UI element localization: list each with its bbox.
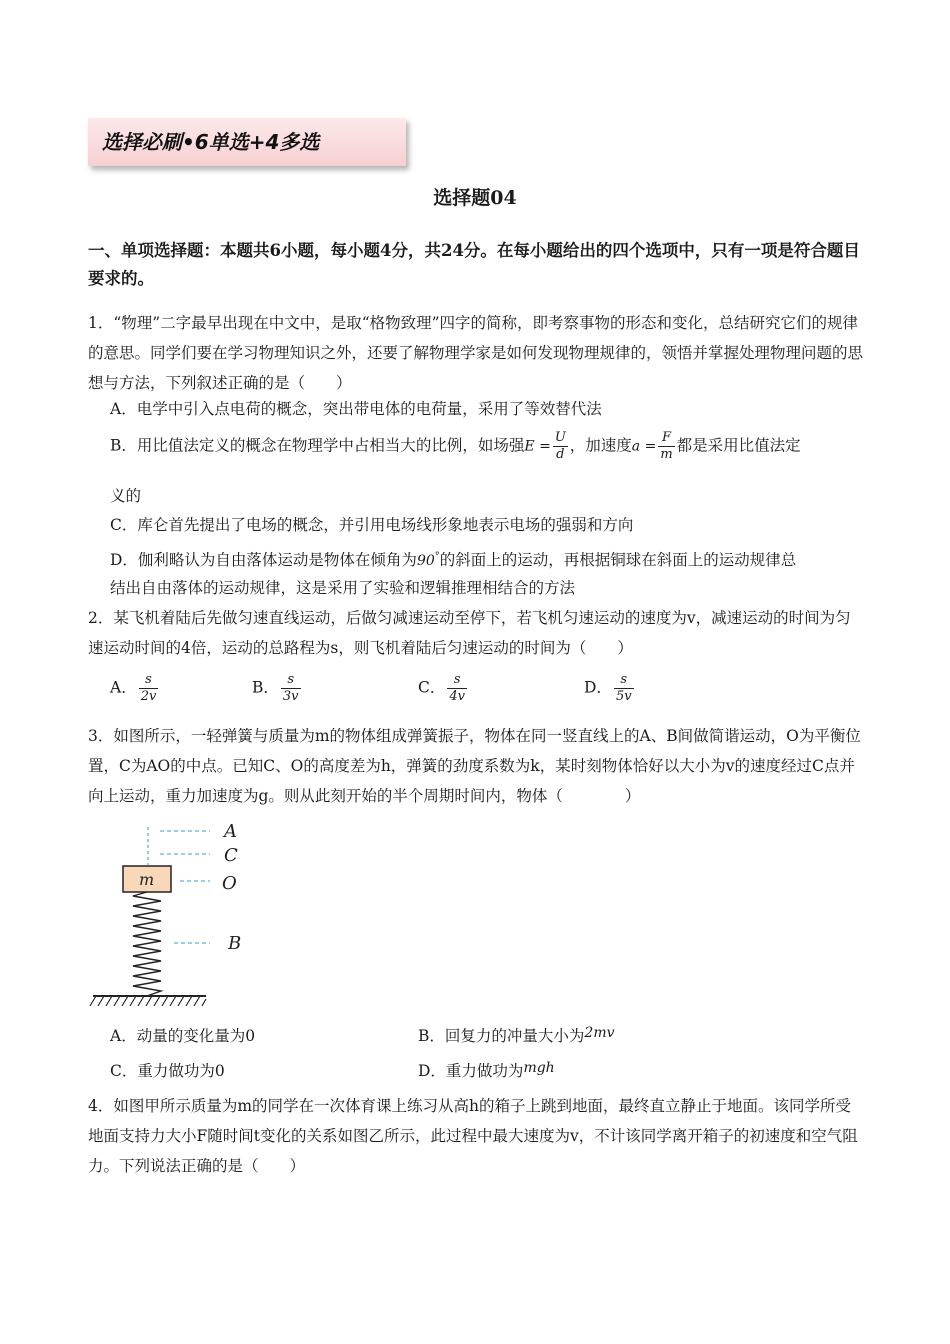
q2-option-a-den: 2v bbox=[140, 689, 157, 704]
q3-option-d-text: D．重力做功为 bbox=[418, 1062, 524, 1080]
section-heading: 一、单项选择题：本题共6小题，每小题4分，共24分。在每小题给出的四个选项中，只有一项是符合题目要求的。 bbox=[88, 241, 860, 288]
q1-e-den: d bbox=[553, 446, 568, 463]
q2-option-c-fraction bbox=[447, 672, 467, 705]
label-c: C bbox=[224, 845, 238, 866]
q1-e-fraction bbox=[553, 430, 568, 463]
banner-text: 选择必刷•6单选+4多选 bbox=[102, 130, 320, 154]
q2-option-c-num: s bbox=[453, 672, 461, 687]
q1-option-d bbox=[110, 543, 796, 575]
label-b: B bbox=[228, 933, 242, 954]
q1-option-b-post: 都是采用比值法定 bbox=[676, 436, 801, 455]
q2-option-d-label: D． bbox=[584, 678, 612, 697]
q2-option-d-den: 5v bbox=[615, 689, 632, 704]
question-2-stem: 2．某飞机着陆后先做匀速直线运动，后做匀减速运动至停下，若飞机匀速运动的速度为v，减速运动的时间为匀速运动时间的4倍，运动的总路程为s，则飞机着陆后匀速运动的时间为（ ） bbox=[88, 609, 851, 657]
q1-a-fraction bbox=[658, 430, 674, 463]
mass-label: m bbox=[139, 870, 155, 889]
question-4-stem: 4．如图甲所示质量为m的同学在一次体育课上练习从高h的箱子上跳到地面，最终直立静止于地面。该同学所受地面支持力大小F随时间t变化的关系如图乙所示，此过程中最大速度为v，不计该同学离开箱子的初速度和空气阻力。下列说法正确的是（ ） bbox=[88, 1097, 858, 1175]
q3-option-d bbox=[418, 1057, 555, 1086]
q1-option-a: A．电学中引入点电荷的概念，突出带电体的电荷量，采用了等效替代法 bbox=[110, 400, 602, 418]
q1-degree: ° bbox=[434, 551, 440, 562]
spring bbox=[133, 892, 161, 996]
page-title: 选择题04 bbox=[433, 187, 517, 209]
q1-option-d-post: 的斜面上的运动，再根据铜球在斜面上的运动规律总 bbox=[439, 551, 797, 570]
section-banner bbox=[88, 118, 406, 166]
q2-option-a bbox=[110, 672, 160, 705]
q2-option-a-num: s bbox=[145, 672, 152, 687]
q3-option-b-text: B．回复力的冲量大小为 bbox=[418, 1027, 585, 1045]
q1-a-symbol: a = bbox=[631, 438, 657, 455]
q1-option-c: C．库仑首先提出了电场的概念，并引用电场线形象地表示电场的强弱和方向 bbox=[110, 516, 634, 534]
q2-option-a-label: A． bbox=[110, 678, 137, 697]
q2-option-b-den: 3v bbox=[282, 689, 299, 704]
q3-option-a: A．动量的变化量为0 bbox=[110, 1027, 256, 1045]
q2-option-d bbox=[584, 672, 636, 705]
q1-e-symbol: E = bbox=[524, 438, 551, 455]
q3-option-c: C．重力做功为0 bbox=[110, 1062, 225, 1080]
q2-option-c-label: C． bbox=[418, 678, 446, 697]
q1-angle: 90 bbox=[416, 553, 435, 570]
q1-option-d-cont: 结出自由落体的运动规律，这是采用了实验和逻辑推理相结合的方法 bbox=[110, 579, 576, 597]
q1-option-b bbox=[110, 430, 801, 463]
q1-a-den: m bbox=[660, 447, 673, 462]
label-a: A bbox=[224, 821, 237, 842]
q2-option-b-fraction bbox=[281, 672, 301, 705]
ground-hatching bbox=[90, 996, 206, 1006]
q2-option-b bbox=[252, 672, 303, 705]
q2-option-d-fraction bbox=[614, 672, 634, 705]
q1-a-num: F bbox=[661, 430, 671, 445]
label-o: O bbox=[222, 873, 237, 894]
spring-oscillator-figure bbox=[88, 815, 258, 1015]
q2-option-c-den: 4v bbox=[449, 689, 465, 704]
q1-e-num: U bbox=[554, 430, 566, 445]
q2-option-a-fraction bbox=[139, 672, 159, 705]
q1-option-b-cont: 义的 bbox=[110, 487, 142, 505]
q3-option-b bbox=[418, 1022, 615, 1051]
question-1-stem: 1．“物理”二字最早出现在中文中，是取“格物致理”四字的简称，即考察事物的形态和变化，总结研究它们的规律的意思。同学们要在学习物理知识之外，还要了解物理学家是如何发现物理规律的，领悟并掌握处理物理问题的思想与方法，下列叙述正确的是（ ） bbox=[88, 314, 864, 392]
question-3-stem: 3．如图所示，一轻弹簧与质量为m的物体组成弹簧振子，物体在同一竖直线上的A、B间做简谐运动，O为平衡位置，C为AO的中点。已知C、O的高度差为h，弹簧的劲度系数为k，某时刻物体恰好以大小为v的速度经过C点并向上运动，重力加速度为g。则从此刻开始的半个周期时间内，物体（ ） bbox=[88, 727, 861, 805]
q3-option-b-math: 2mv bbox=[584, 1025, 615, 1041]
q2-option-b-label: B． bbox=[252, 678, 279, 697]
q3-option-d-math: mgh bbox=[523, 1060, 555, 1076]
q1-option-d-pre: D．伽利略认为自由落体运动是物体在倾角为 bbox=[110, 551, 417, 570]
q2-option-b-num: s bbox=[287, 672, 295, 687]
q1-option-b-mid: ，加速度 bbox=[569, 436, 632, 455]
q1-option-b-text: B．用比值法定义的概念在物理学中占相当大的比例，如场强 bbox=[110, 436, 525, 455]
q2-option-d-num: s bbox=[620, 672, 628, 687]
q2-option-c bbox=[418, 672, 469, 705]
